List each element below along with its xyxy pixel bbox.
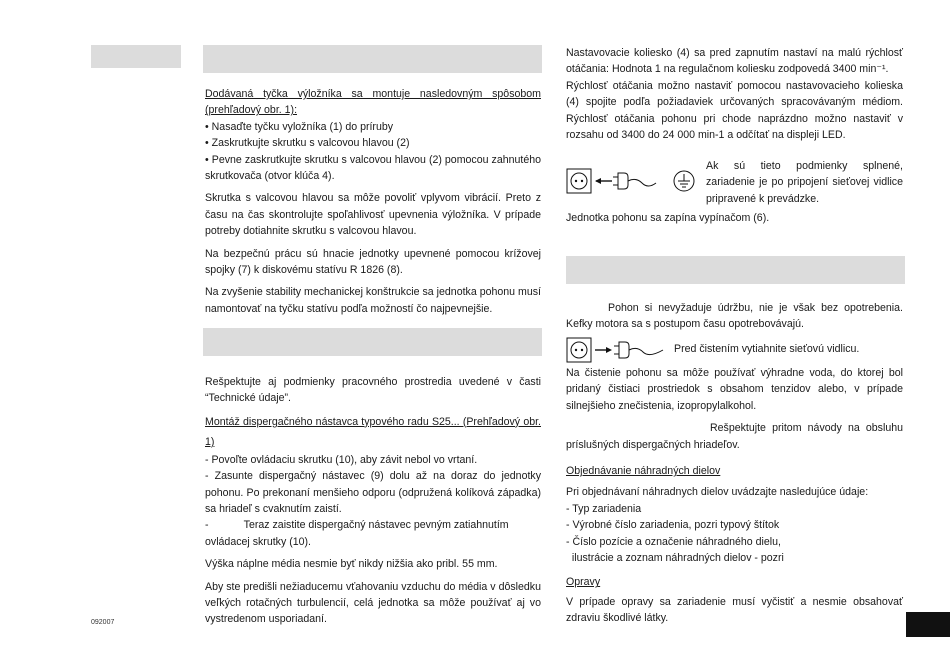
safety-paragraph: Na bezpečnú prácu sú hnacie jednotky upevnené pomocou krížovej spojky (7) k diskovému statívu R 1826 (8).: [205, 247, 541, 277]
parts-list-item: - Výrobné číslo zariadenia, pozri typový štítok: [566, 519, 780, 532]
stability-paragraph: Na zvyšenie stability mechanickej konštrukcie sa jednotka pohonu musí namontovať na tyčku statívu podľa možností čo najpevnejšie.: [205, 286, 541, 315]
vibration-paragraph: Skrutka s valcovou hlavou sa môže povoliť vplyvom vibrácií. Preto z času na čas skontrolujte spoľahlivosť upevnenia výložníka. V prípade potreby dotiahnite skrutku s valcovou hlavou.: [205, 192, 541, 238]
mount-step: • Zaskrutkujte skrutku s valcovou hlavou (2): [205, 135, 541, 151]
mount-step: • Pevne zaskrutkujte skrutku s valcovou hlavou (2) pomocou zahnutého skrutkovača (otvor klúča 4).: [205, 152, 541, 185]
speed-paragraph-2: Rýchlosť otáčania možno nastaviť pomocou nastavovacieho kolieska (4) spojite podľa požiadaviek určovaných spracovávaným médiom. Rýchlosť otáčania pohonu pri chode naprázdno možno nastaviť v rozsahu od 3400 do 24 000 min-1 a odčítať na displeji LED.: [566, 79, 903, 142]
left-column-bottom: [205, 374, 541, 628]
unplug-text: Pred čistením vytiahnite sieťovú vidlicu.: [674, 343, 860, 355]
section-header-bar: [203, 45, 542, 73]
mount-step: • Nasaďte tyčku vyložníka (1) do príruby: [205, 119, 541, 135]
mount-intro: Dodávaná tyčka výložníka sa montuje nasledovným spôsobom (prehľadový obr. 1):: [205, 88, 541, 117]
plug-icon: [613, 173, 656, 189]
fill-height-text: Výška náplne média nesmie byť nikdy nižšia ako pribl. 55 mm.: [205, 558, 498, 571]
page-marker: [906, 612, 950, 637]
right-column-top: [566, 45, 903, 143]
cleaning-paragraph: Na čistenie pohonu sa môže používať výhradne voda, do ktorej bol pridaný čistiaci prostriedok s obsahom tenzidov alebo, v prípade silnejšieho znečistenia, izopropylalkohol.: [566, 367, 903, 412]
disperg-step: - Teraz zaistite dispergačný nástavec pevným zatiahnutím ovládacej skrutky (10).: [205, 519, 512, 548]
parts-list-item: - Číslo pozície a označenie náhradného dielu,: [566, 535, 781, 548]
disperg-step: - Povoľte ovládaciu skrutku (10), aby závit nebol vo vrtaní.: [205, 453, 478, 466]
environment-paragraph: Rešpektujte aj podmienky pracovného prostredia uvedené v časti “Technické údaje”.: [205, 376, 541, 405]
parts-intro: Pri objednávaní náhradnych dielov uvádzajte nasledujúce údaje:: [566, 486, 869, 499]
speed-paragraph-1: Nastavovacie koliesko (4) sa pred zapnutím nastaví na malú rýchlosť otáčania: Hodnota 1 na regulačnom koliesku zodpovedá 3400 min⁻¹.: [566, 47, 903, 76]
maintenance-text: Pohon si nevyžaduje údržbu, nie je však bez opotrebenia. Kefky motora sa s postupom času opotrebovávajú.: [566, 302, 903, 331]
left-column-top: [205, 86, 541, 317]
arrow-left-icon: [595, 178, 612, 184]
parts-list-item: - Typ zariadenia: [566, 502, 642, 515]
plug-icon: [614, 342, 663, 358]
switch-text: Jednotka pohonu sa zapína vypínačom (6).: [566, 212, 770, 224]
disperg-step: - Zasunte dispergačný nástavec (9) dolu až na doraz do jednotky pohonu. Po prekonaní menšieho odporu (odpružená kolíková západka) sa hriadeľ s cvaknutím zaistí.: [205, 470, 541, 516]
socket-icon: [567, 169, 591, 193]
side-tab: [91, 45, 181, 68]
repair-paragraph: V prípade opravy sa zariadenie musí vyčistiť a nesmie obsahovať zdraviu škodlivé látky.: [566, 595, 903, 625]
arrow-right-icon: [595, 347, 612, 353]
parts-list-item: ilustrácie a zoznam náhradných dielov - pozri: [566, 552, 784, 565]
parts-heading: Objednávanie náhradných dielov: [566, 465, 721, 478]
section-header-bar: [203, 328, 542, 356]
air-paragraph: Aby ste predišli nežiaducemu vťahovaniu vzduchu do média v dôsledku veľkých rotačných turbulencií, celá jednotka sa môže používať aj vo vystredenom usporiadaní.: [205, 580, 541, 626]
maintenance-paragraph: [566, 300, 903, 333]
conditions-text: Ak sú tieto podmienky splnené, zariadenie je po pripojení sieťovej vidlice pripravené k prevádzke.: [706, 160, 903, 205]
disperg-heading: Montáž dispergačného nástavca typového radu S25... (Prehľadový obr. 1): [205, 415, 541, 448]
page-code: 092007: [91, 619, 115, 626]
socket-icon: [567, 338, 591, 362]
unplug-diagram: [566, 336, 666, 364]
repair-heading: Opravy: [566, 576, 601, 589]
ground-icon: [674, 171, 694, 191]
power-connection-diagram: [566, 167, 701, 197]
right-column-bottom: [566, 365, 903, 627]
respect-paragraph: Rešpektujte pritom návody na obsluhu príslušných dispergačných hriadeľov.: [566, 422, 903, 451]
section-header-bar: [566, 256, 905, 284]
